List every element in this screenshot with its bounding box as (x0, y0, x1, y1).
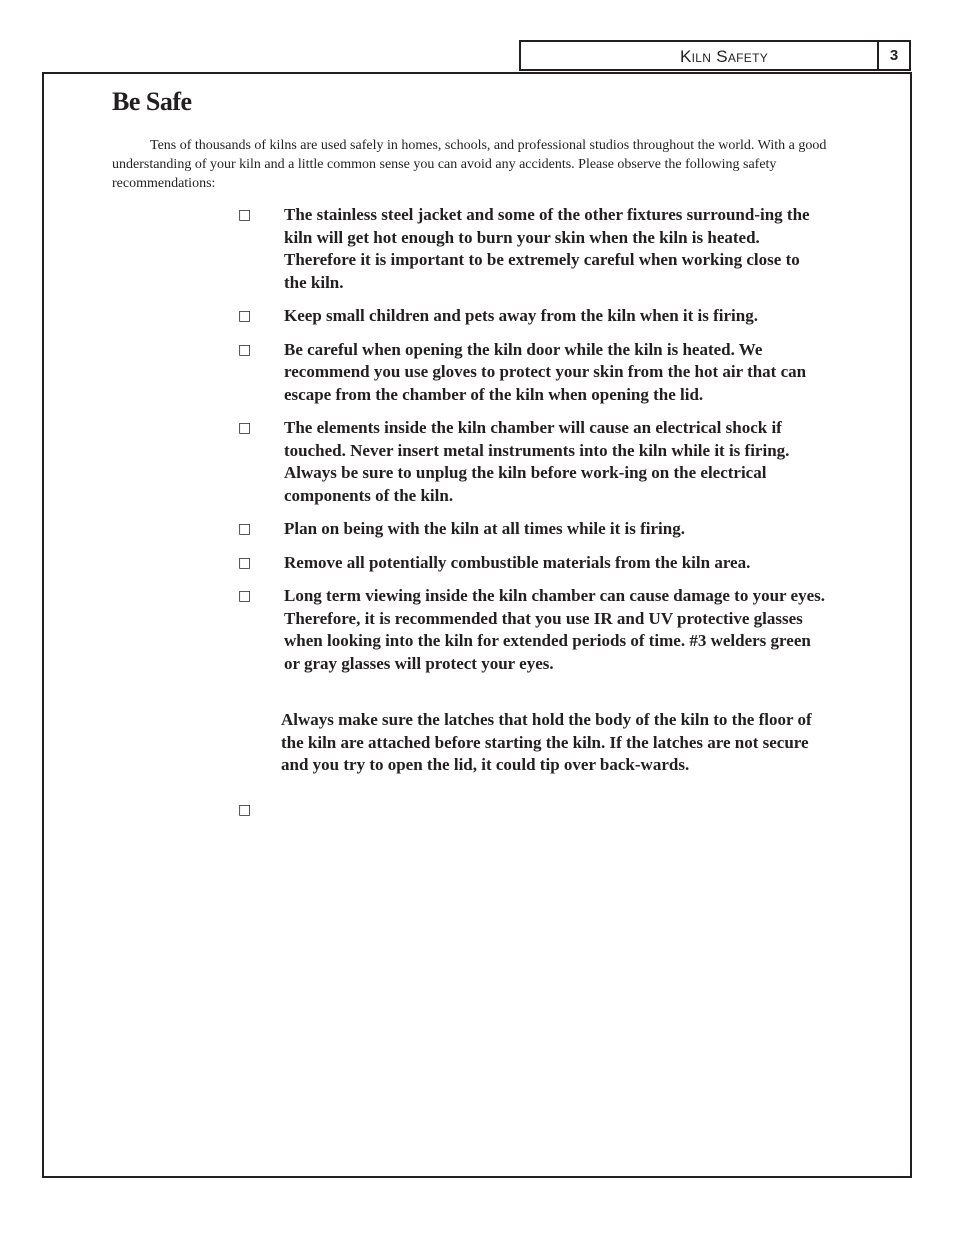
bullet-box-icon: □ (238, 207, 252, 223)
intro-paragraph: Tens of thousands of kilns are used safely in homes, schools, and professional studios throughout the world. With a good understanding of your kiln and a little common sense you can avoid any accidents. Please observe the following safety recommendations: (112, 138, 827, 191)
bullet-box-icon: □ (238, 420, 252, 436)
list-item (236, 339, 826, 407)
bullet-box-icon: □ (238, 521, 252, 537)
list-item (236, 585, 826, 675)
list-item (236, 518, 826, 541)
safety-list (236, 204, 826, 686)
page-title: Be Safe (112, 87, 192, 116)
list-item-text: Be careful when opening the kiln door while the kiln is heated. We recommend you use gloves to protect your skin from the hot air that can escape from the chamber of the kiln when opening the lid. (284, 339, 807, 404)
list-item (236, 204, 826, 294)
list-item-text: Remove all potentially combustible materials from the kiln area. (284, 552, 751, 572)
section-title: Kiln Safety (680, 47, 769, 66)
latch-warning-text: Always make sure the latches that hold the body of the kiln to the floor of the kiln are attached before starting the kiln. If the latches are not secure and you try to open the lid, it could tip over back-wards. (281, 710, 812, 774)
list-item-text: The elements inside the kiln chamber will cause an electrical shock if touched. Never insert metal instruments into the kiln while it is firing. Always be sure to unplug the kiln before work-ing on the electrical components of the kiln. (284, 418, 790, 505)
bullet-box-icon: □ (238, 554, 252, 571)
list-item-text: Keep small children and pets away from the kiln when it is firing. (284, 306, 758, 325)
bullet-box-icon: □ (238, 341, 252, 358)
list-item-text: The stainless steel jacket and some of the other fixtures surround-ing the kiln will get hot enough to burn your skin when the kiln is heated. Therefore it is important to be extremely careful when working close to the kiln. (284, 205, 810, 292)
list-item-text: Long term viewing inside the kiln chamber can cause damage to your eyes. Therefore, it is recommended that you use IR and UV protective glasses when looking into the kiln for extended periods of time. #3 welders green or gray glasses will protect your eyes. (284, 586, 825, 673)
list-item (236, 417, 826, 507)
list-item (236, 305, 826, 328)
bullet-box-icon: □ (238, 588, 252, 604)
list-item (236, 552, 826, 575)
bullet-box-icon: □ (238, 308, 252, 324)
page-number: 3 (877, 40, 911, 71)
bullet-box-icon: □ (238, 802, 252, 818)
list-item-text: Plan on being with the kiln at all times while it is firing. (284, 519, 685, 538)
